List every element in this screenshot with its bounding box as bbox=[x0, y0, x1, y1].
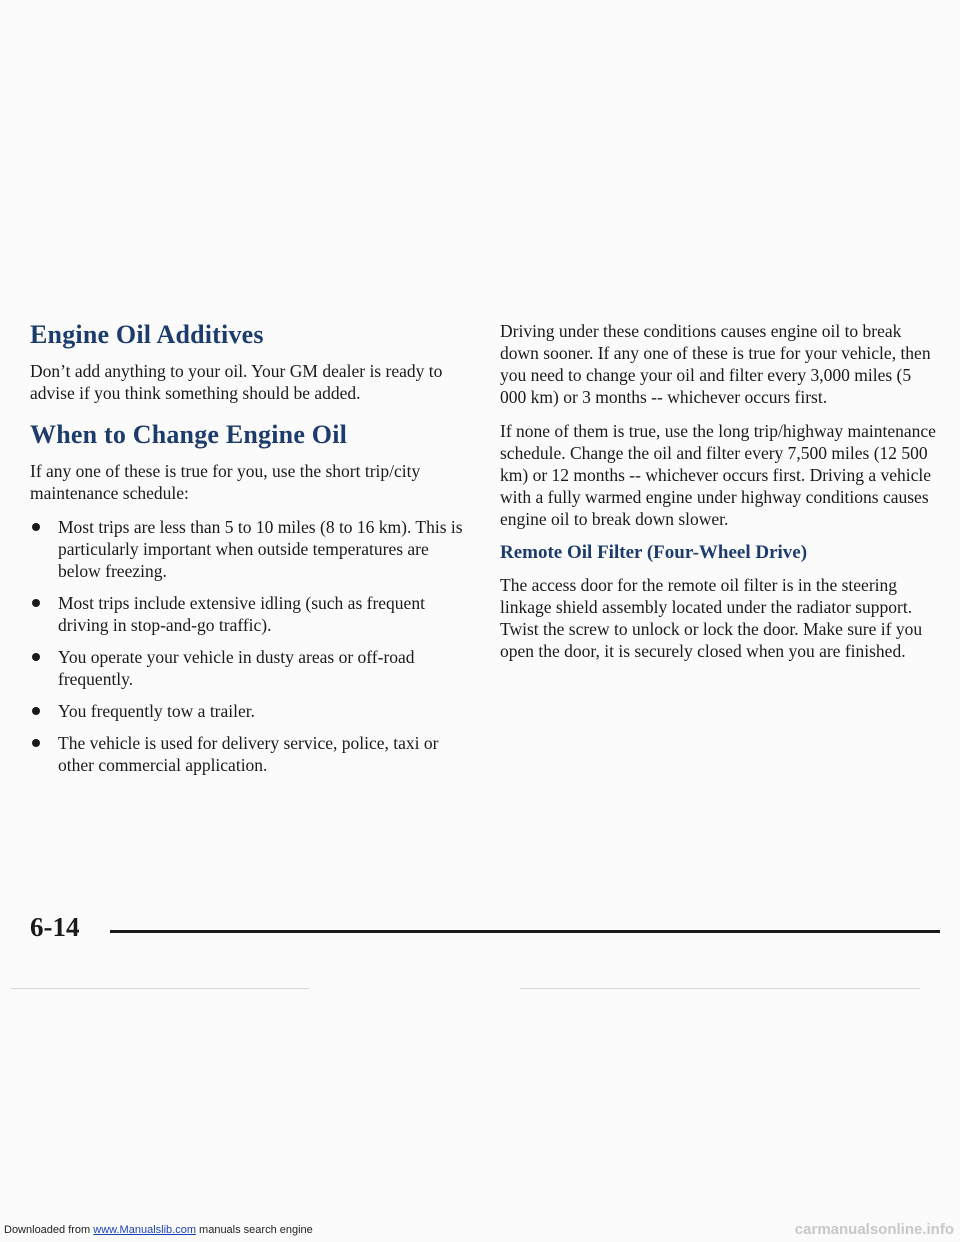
list-item-text: You frequently tow a trailer. bbox=[58, 701, 256, 721]
bullet-icon bbox=[32, 739, 40, 747]
bullet-icon bbox=[32, 599, 40, 607]
list-item-text: Most trips include extensive idling (such as frequent driving in stop-and-go traffic). bbox=[58, 593, 425, 635]
heading-remote-oil-filter: Remote Oil Filter (Four-Wheel Drive) bbox=[500, 542, 808, 563]
paragraph-short-trip-intro: If any one of these is true for you, use the short trip/city maintenance schedule: bbox=[30, 461, 421, 503]
download-watermark bbox=[4, 1224, 313, 1236]
list-item-text: The vehicle is used for delivery service, police, taxi or other commercial application. bbox=[58, 733, 439, 775]
bullet-icon bbox=[32, 523, 40, 531]
list-item bbox=[30, 516, 470, 582]
watermark-suffix: manuals search engine bbox=[195, 1224, 313, 1236]
list-item-text: You operate your vehicle in dusty areas or off-road frequently. bbox=[58, 647, 415, 689]
conditions-list bbox=[30, 516, 470, 776]
paragraph-additives: Don’t add anything to your oil. Your GM dealer is ready to advise if you think something should be added. bbox=[30, 361, 443, 403]
bullet-icon bbox=[32, 707, 40, 715]
site-watermark: carmanualsonline.info bbox=[794, 1221, 954, 1238]
scan-artifact-line bbox=[10, 988, 310, 989]
list-item-text: Most trips are less than 5 to 10 miles (8 to 16 km). This is particularly important when outside temperatures are below freezing. bbox=[58, 517, 463, 581]
list-item bbox=[30, 700, 470, 722]
bullet-icon bbox=[32, 653, 40, 661]
paragraph-short-trip-schedule: Driving under these conditions causes engine oil to break down sooner. If any one of these is true for your vehicle, then you need to change your oil and filter every 3,000 miles (5 000 km) or 3 months -- whichever occurs first. bbox=[500, 321, 931, 407]
list-item bbox=[30, 732, 470, 776]
paragraph-remote-oil-filter: The access door for the remote oil filter is in the steering linkage shield assembly located under the radiator support. Twist the screw to unlock or lock the door. Make sure if you open the door, it is securely closed when you are finished. bbox=[500, 575, 923, 661]
footer-rule bbox=[110, 930, 940, 933]
watermark-prefix: Downloaded from bbox=[4, 1224, 94, 1236]
scan-artifact-line bbox=[520, 988, 920, 989]
heading-when-to-change-oil: When to Change Engine Oil bbox=[30, 420, 348, 449]
manualslib-link[interactable]: www.Manualslib.com bbox=[93, 1224, 196, 1236]
list-item bbox=[30, 646, 470, 690]
left-column bbox=[30, 320, 470, 786]
heading-engine-oil-additives: Engine Oil Additives bbox=[30, 320, 264, 349]
right-column bbox=[500, 320, 940, 674]
page-number: 6-14 bbox=[30, 912, 80, 942]
paragraph-long-trip-schedule: If none of them is true, use the long trip/highway maintenance schedule. Change the oil and filter every 7,500 miles (12 500 km) or 12 months -- whichever occurs first. Driving a vehicle with a fully warmed engine under highway conditions causes engine oil to break down slower. bbox=[500, 421, 936, 529]
list-item bbox=[30, 592, 470, 636]
